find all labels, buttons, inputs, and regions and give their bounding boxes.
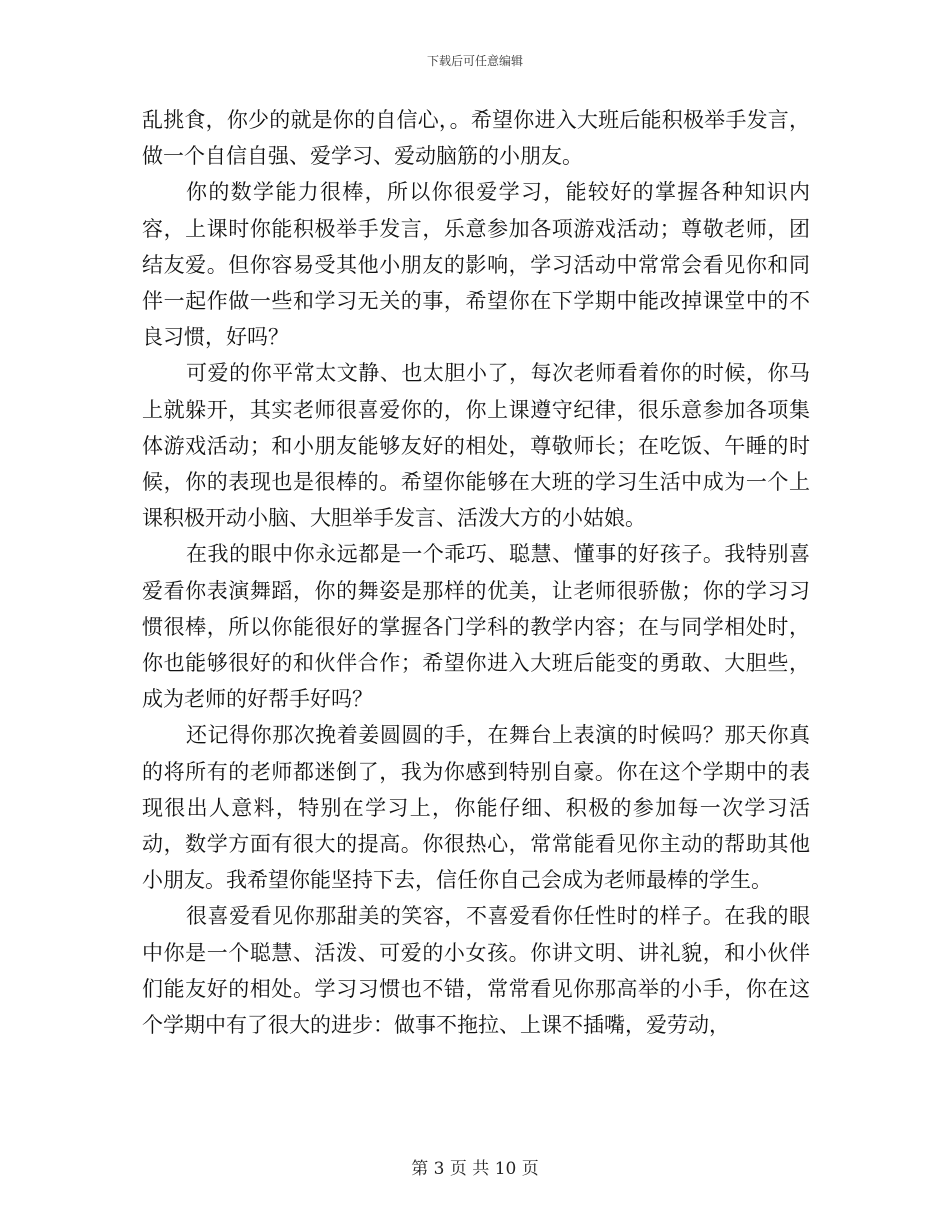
paragraph-4: 在我的眼中你永远都是一个乖巧、聪慧、懂事的好孩子。我特别喜爱看你表演舞蹈，你的舞姿是那样的优美，让老师很骄傲；你的学习习惯很棒，所以你能很好的掌握各门学科的教学内容；在与同学相处时，你也能够很好的和伙伴合作；希望你进入大班后能变的勇敢、大胆些，成为老师的好帮手好吗？ (142, 542, 810, 712)
paragraph-3: 可爱的你平常太文静、也太胆小了，每次老师看着你的时候，你马上就躲开，其实老师很喜爱你的，你上课遵守纪律，很乐意参加各项集体游戏活动；和小朋友能够友好的相处，尊敬师长；在吃饭、午睡的时候，你的表现也是很棒的。希望你能够在大班的学习生活中成为一个上课积极开动小脑、大胆举手发言、活泼大方的小姑娘。 (142, 361, 810, 531)
document-body (142, 102, 810, 1043)
page-footer: 第 3 页 共 10 页 (411, 1159, 539, 1179)
paragraph-2: 你的数学能力很棒，所以你很爱学习，能较好的掌握各种知识内容，上课时你能积极举手发言，乐意参加各项游戏活动；尊敬老师，团结友爱。但你容易受其他小朋友的影响，学习活动中常常会看见你和同伴一起作做一些和学习无关的事，希望你在下学期中能改掉课堂中的不良习惯，好吗？ (142, 180, 810, 350)
paragraph-5: 还记得你那次挽着姜圆圆的手，在舞台上表演的时候吗？那天你真的将所有的老师都迷倒了，我为你感到特别自豪。你在这个学期中的表现很出人意料，特别在学习上，你能仔细、积极的参加每一次学习活动，数学方面有很大的提高。你很热心，常常能看见你主动的帮助其他小朋友。我希望你能坚持下去，信任你自己会成为老师最棒的学生。 (142, 723, 810, 893)
paragraph-6: 很喜爱看见你那甜美的笑容，不喜爱看你任性时的样子。在我的眼中你是一个聪慧、活泼、可爱的小女孩。你讲文明、讲礼貌，和小伙伴们能友好的相处。学习习惯也不错，常常看见你那高举的小手，你在这个学期中有了很大的进步：做事不拖拉、上课不插嘴，爱劳动， (142, 904, 810, 1038)
page-header: 下载后可任意编辑 (426, 54, 523, 68)
paragraph-1: 乱挑食，你少的就是你的自信心，。希望你进入大班后能积极举手发言，做一个自信自强、爱学习、爱动脑筋的小朋友。 (142, 108, 810, 169)
